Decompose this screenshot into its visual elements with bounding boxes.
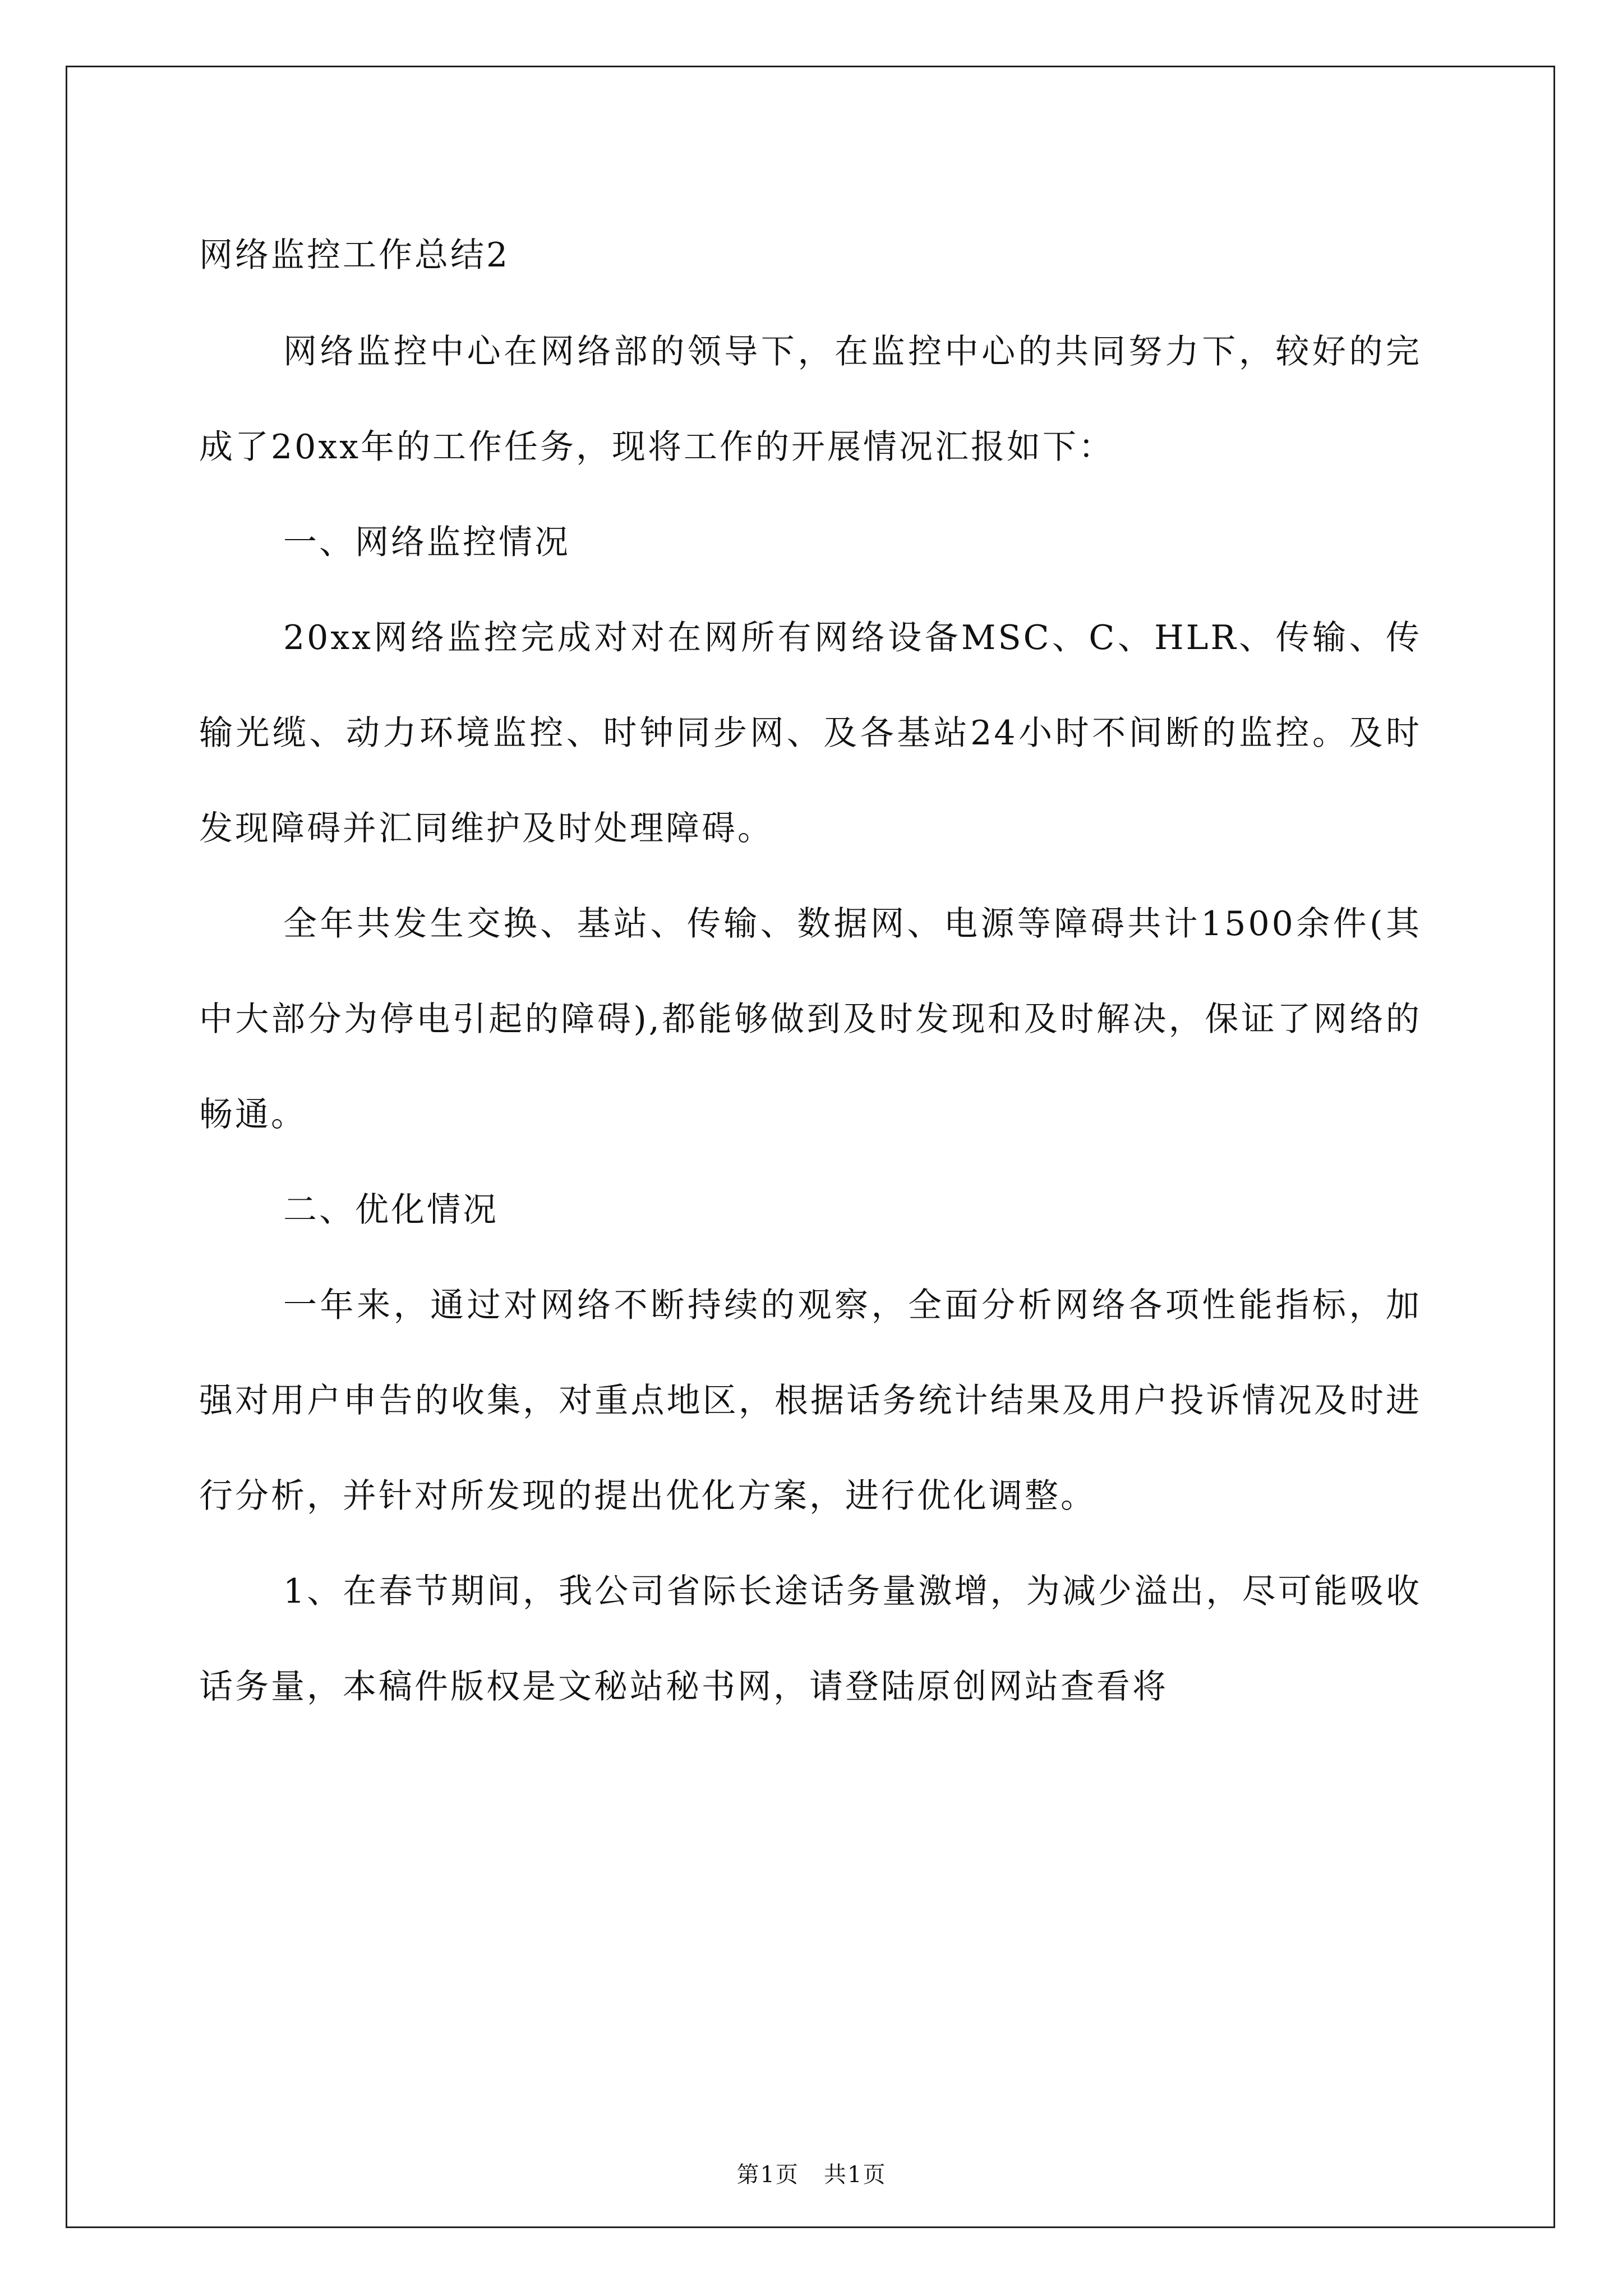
paragraph-monitoring-scope: 20xx网络监控完成对对在网所有网络设备MSC、C、HLR、传输、传输光缆、动力环境监控、时钟同步网、及各基站24小时不间断的监控。及时发现障碍并汇同维护及时处理障碍。	[199, 618, 1422, 848]
section-heading-monitoring: 一、网络监控情况	[283, 523, 570, 562]
document-body	[199, 213, 1422, 1734]
section-heading-optimization: 二、优化情况	[283, 1190, 499, 1230]
page-footer: 第1页 共1页	[736, 2162, 887, 2188]
paragraph-optimization: 一年来，通过对网络不断持续的观察，全面分析网络各项性能指标，加强对用户申告的收集，对重点地区，根据话务统计结果及用户投诉情况及时进行分析，并针对所发现的提出优化方案，进行优化调整。	[199, 1286, 1422, 1516]
paragraph-fault-statistics: 全年共发生交换、基站、传输、数据网、电源等障碍共计1500余件(其中大部分为停电引起的障碍),都能够做到及时发现和及时解决，保证了网络的畅通。	[199, 904, 1422, 1134]
paragraph-spring-festival: 1、在春节期间，我公司省际长途话务量激增，为减少溢出，尽可能吸收话务量，本稿件版权是文秘站秘书网，请登陆原创网站查看将	[199, 1572, 1422, 1706]
paragraph-intro: 网络监控中心在网络部的领导下，在监控中心的共同努力下，较好的完成了20xx年的工作任务，现将工作的开展情况汇报如下：	[199, 332, 1422, 467]
document-title: 网络监控工作总结2	[199, 236, 510, 275]
